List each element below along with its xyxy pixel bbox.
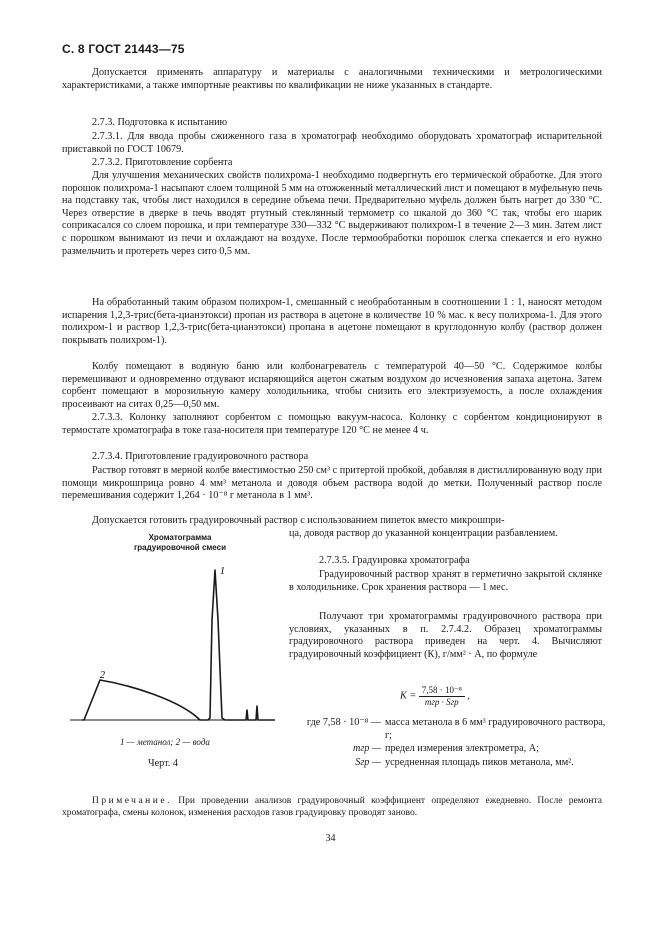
paragraph-equipment: Допускается применять аппаратуру и материалы с аналогичными техническими и метрологическими характеристиками, а также импортные реактивы по квалификации не ниже указанных в стандарте. (62, 67, 602, 91)
formula-lhs: К = (400, 690, 417, 702)
paragraph-grad-2b: ца, доводя раствор до указанной концентрации разбавлением. (289, 528, 558, 539)
formula-denominator: mгр · Sгр (424, 697, 459, 707)
paragraph-calibration-2: Получают три хроматограммы градуировочного раствора при условиях, указанных в п. 2.7.4.2. Образец хроматограммы градуировочного раствора приведен на черт. 4. Вычисляют градуировочный коэффициент (К), г/мм² · А, по формуле (289, 611, 602, 660)
page-header: С. 8 ГОСТ 21443—75 (62, 42, 185, 56)
section-2-7-3-1: 2.7.3.1. Для ввода пробы сжиженного газа в хроматограф необходимо оборудовать хроматограф испарительной приставкой по ГОСТ 10679. (62, 131, 602, 155)
definitions (289, 717, 609, 769)
definition-symbol-text: mгр — (352, 743, 381, 755)
page-number: 34 (325, 833, 336, 844)
section-2-7-3-2: 2.7.3.2. Приготовление сорбента (92, 157, 233, 168)
section-2-7-3-5: 2.7.3.5. Градуировка хроматографа (319, 555, 470, 566)
formula-numerator: 7,58 · 10⁻⁸ (419, 685, 465, 697)
figure-caption: Черт. 4 (148, 758, 178, 769)
formula (400, 685, 470, 707)
paragraph-calibration-1: Градуировочный раствор хранят в герметично закрытой склянке в холодильнике. Срок хранения раствора — 1 мес. (289, 569, 602, 593)
paragraph-sorbent-3: Колбу помещают в водяную баню или колбонагреватель с температурой 40—50 °С. Содержимое колбы перемешивают и одновременно отдувают испаряющийся ацетон сжатым воздухом до исчезновения запаха ацетона. Затем сорбент помещают в морозильную камеру холодильника, чтобы снизить его электризуемость, а после охлаждения просеивают на ситах 0,25—0,50 мм. (62, 361, 602, 410)
definition-row (289, 757, 609, 770)
definition-symbol (285, 743, 385, 756)
definition-row (289, 743, 609, 756)
definition-text: масса метанола в 6 мм³ градуировочного раствора, г; (385, 717, 606, 741)
definition-symbol: где 7,58 · 10⁻⁸ — (306, 717, 381, 728)
chromatogram-figure (80, 533, 280, 553)
formula-end: , (467, 690, 470, 702)
paragraph-sorbent-2: На обработанный таким образом полихром-1, смешанный с необработанным в соотношении 1 : 1, наносят методом испарения 1,2,3-трис(бета-цианэтокси) пропан из раствора в ацетоне в количестве 10 % мас. к весу полихрома-1. Для этого полихром-1 и раствор 1,2,3-трис(бета-цианэтокси) пропана в ацетоне помещают в круглодонную колбу (раствор должен покрывать полихром-1). (62, 297, 602, 346)
chromatogram-plot (70, 560, 285, 730)
formula-fraction (419, 685, 465, 707)
definition-symbol (285, 757, 385, 770)
paragraph-grad-2a: Допускается готовить градуировочный раствор с использованием пипеток вместо микрошпри- (92, 515, 505, 526)
section-2-7-3-3: 2.7.3.3. Колонку заполняют сорбентом с помощью вакуум-насоса. Колонку с сорбентом кондиционируют в термостате хроматографа в токе газа-носителя при температуре 120 °С не менее 4 ч. (62, 412, 602, 436)
section-2-7-3: 2.7.3. Подготовка к испытанию (92, 117, 228, 128)
note (62, 795, 602, 819)
definition-row (289, 717, 609, 742)
note-text: При проведении анализов градуировочный коэффициент определяют ежедневно. После ремонта хроматографа, смены колонок, изменения расходов газов градуировку проводят заново. (62, 796, 602, 818)
definition-text: предел измерения электрометра, А; (385, 743, 539, 755)
figure-legend: 1 — метанол; 2 — вода (120, 737, 210, 747)
peak-2-label: 2 (100, 670, 105, 681)
chromatogram-trace (82, 570, 275, 720)
peak-1-label: 1 (220, 566, 225, 577)
paragraph-sorbent-1: Для улучшения механических свойств полихрома-1 необходимо подвергнуть его термической обработке. Для этого порошок полихрома-1 насыпают слоем толщиной 5 мм на отожженный металлический лист и помещают в муфельную печь на подставку так, чтобы лист находился в середине объема печи. Предварительно муфель должен быть нагрет до 330 °С. Через отверстие в дверке в печь вводят ртутный стеклянный термометр со шкалой до 360 °С так, чтобы его шарик соприкасался со слоем порошка, и при температуре 330—332 °С выдерживают полихром-1 в течение 2—3 мин. Затем лист с порошком вынимают из печи и охлаждают на воздухе. После термообработки порошок слегка спекается и его нужно размельчить и протереть через сито 0,5 мм. (62, 170, 602, 257)
figure-title-line1: Хроматограмма (148, 533, 212, 542)
note-label: Примечание. (92, 796, 172, 806)
figure-title-line2: градуировочной смеси (133, 543, 227, 552)
definition-symbol-text: Sгр — (355, 756, 381, 768)
definition-text: усредненная площадь пиков метанола, мм². (385, 756, 574, 768)
paragraph-grad-1: Раствор готовят в мерной колбе вместимостью 250 см³ с притертой пробкой, добавляя в дистиллированную воду при помощи микрошприца ровно 4 мм³ метанола и доводя объем раствора водой до метки. Полученный раствор после перемешивания содержит 1,264 · 10⁻⁸ г метанола в 1 мм³. (62, 465, 602, 502)
section-2-7-3-4: 2.7.3.4. Приготовление градуировочного раствора (92, 451, 309, 462)
